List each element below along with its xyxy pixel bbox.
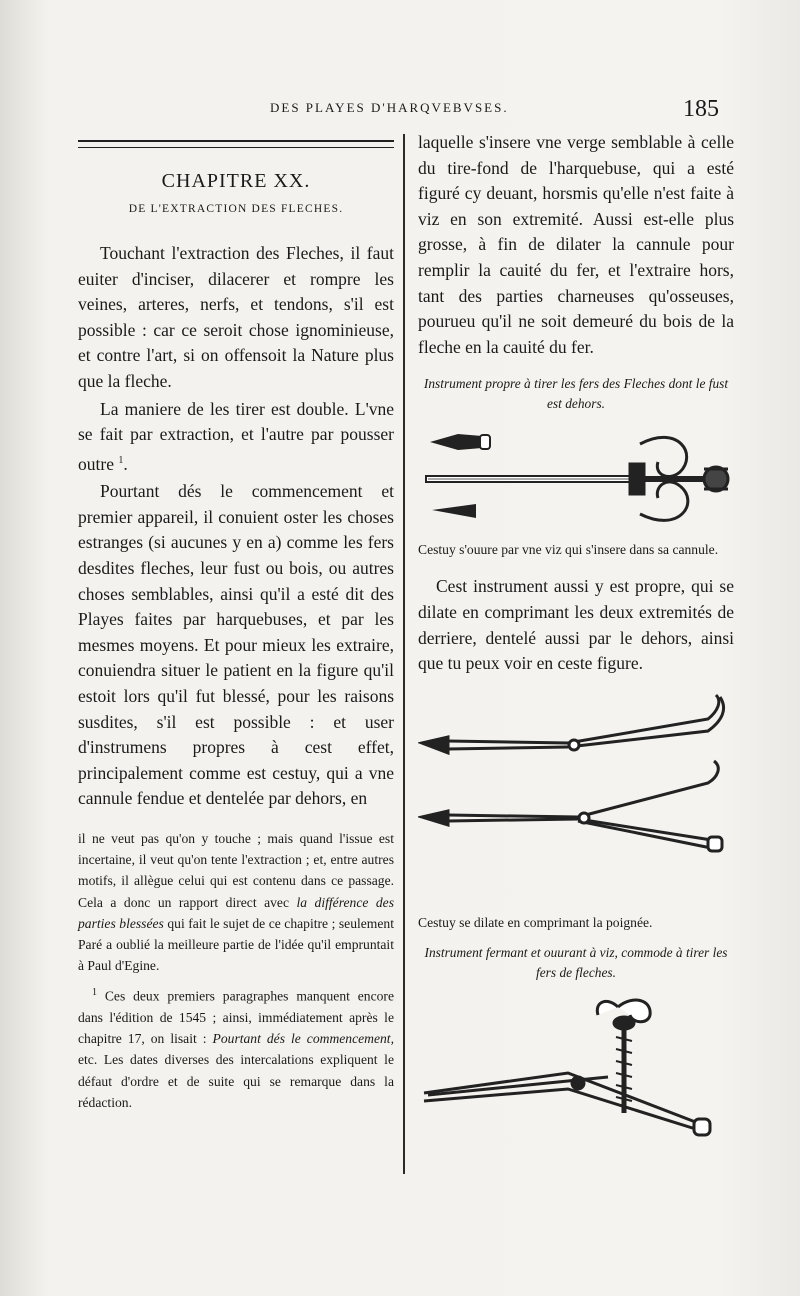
rod-illustration	[426, 476, 636, 482]
ornate-handle-illustration	[630, 438, 728, 521]
figure-3-caption: Instrument fermant et ouurant à viz, commode à tirer les fers de fleches.	[424, 944, 728, 980]
footnote-marker: 1	[118, 454, 124, 466]
arrowhead-illustration	[430, 434, 490, 450]
paragraph-3: Pourtant dés le commencement et premier appareil, il conuient oster les choses estranges (si aucunes y en a) comme les fers desdites fleches, leur fust ou bois, ou autres choses semblables, ainsi qu'il a esté dit des Playes faites par harquebuses, et par les mesmes moyens. Et pour mieux les extraire, conuiendra situer le patient en la figure qu'il estoit lors qu'il fut blessé, pour les raisons susdites, s'il est possible : et user d'instrumens propres à cest effet, principalement comme est cestuy, qui a vne cannule fendue et dentelée par dehors, en	[78, 481, 394, 809]
note-continuation-text-b: qui fait le sujet de ce chapitre ; seulement Paré a oublié la meilleure partie de l'idée qu'il empruntait à Paul d'Egine.	[78, 915, 394, 974]
left-column	[78, 140, 394, 1113]
arrow-extractor-figure	[418, 414, 734, 534]
paragraph-2: La maniere de les tirer est double. L'vne se fait par extraction, et l'autre par pousser outre $^1$.	[78, 398, 394, 474]
footnote-text-b: etc. Les dates diverses des intercalations expliquent le défaut d'ordre et de suite qui se remarque dans la rédaction.	[78, 1052, 394, 1110]
page-number: 185	[683, 96, 719, 122]
right-column	[418, 130, 734, 1143]
footnote-number: 1	[92, 987, 97, 999]
figure-2-note: Cestuy se dilate en comprimant la poignée.	[418, 914, 653, 930]
paragraph-2-text: La maniere de les tirer est double. L'vne se fait par extraction, et l'autre par pousser outre	[78, 398, 394, 474]
screw-forceps-figure	[418, 993, 734, 1143]
column-divider	[403, 134, 405, 1174]
running-title: DES PLAYES D'HARQVEBVSES.	[270, 100, 509, 115]
right-paragraph-2: Cest instrument aussi y est propre, qui se dilate en comprimant les deux extremités de derriere, dentelé aussi par le dehors, ainsi que tu peux voir en ceste figure.	[418, 576, 734, 674]
footnote-emphasis: Pourtant dés le commencement,	[212, 1031, 394, 1047]
note-continuation-emphasis: la différence des parties blessées	[78, 894, 394, 931]
footnote-text-a: Ces deux premiers paragraphes manquent encore dans l'édition de 1545 ; ainsi, immédiatement après le chapitre 17, on lisait :	[78, 988, 394, 1047]
chapter-title: CHAPITRE XX.	[161, 170, 311, 192]
chapter-subtitle: DE L'EXTRACTION DES FLECHES.	[128, 203, 344, 215]
note-continuation-text-a: il ne veut pas qu'on y touche ; mais quand l'issue est incertaine, il veut qu'on tente l'extraction ; et, entre autres motifs, il allègue celui qui est contenu dans ce passage. Cela a donc un rapport direct avec	[78, 830, 394, 910]
figure-1-note: Cestuy s'ouure par vne viz qui s'insere dans sa cannule.	[418, 542, 719, 558]
footnote-1	[78, 982, 394, 1113]
pincer-dilator-figure	[418, 691, 734, 871]
figure-1-caption: Instrument propre à tirer les fers des Fleches dont le fust est dehors.	[423, 376, 729, 412]
screw-forceps-illustration	[424, 1000, 710, 1135]
right-paragraph-1: laquelle s'insere vne verge semblable à celle du tire-fond de l'harquebuse, qui a esté figuré cy deuant, horsmis qu'elle n'est faite à viz en son extremité. Aussi est-elle plus grosse, à fin de dilater la cannule pour remplir la cauité du fer, et l'extraire hors, tant des parties charneuses qu'osseuses, pourueu qu'il ne soit demeuré du bois de la fleche en la cauité du fer.	[418, 132, 734, 357]
chapter-rule	[78, 140, 394, 148]
pincer-lower-illustration	[422, 761, 722, 851]
paragraph-1: Touchant l'extraction des Fleches, il faut euiter d'inciser, dilacerer et rompre les veines, arteres, nerfs, et tendons, s'il est possible : car ce seroit chose ignominieuse, et contre l'art, si on offensoit la Nature plus que la fleche.	[78, 243, 394, 391]
note-continuation	[78, 828, 394, 976]
pincer-upper-illustration	[422, 695, 724, 753]
cannula-tip-illustration	[432, 504, 476, 518]
